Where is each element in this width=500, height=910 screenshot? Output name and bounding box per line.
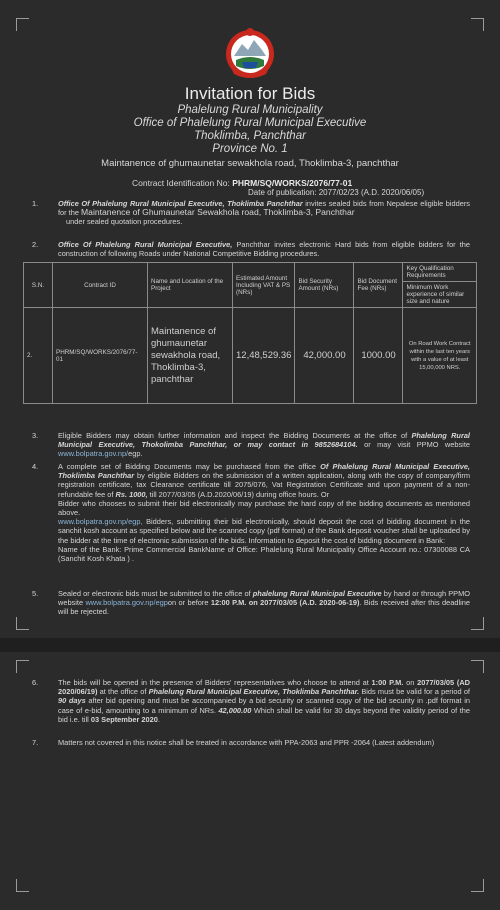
bid-table (23, 262, 477, 404)
publication-date: Date of publication: 2077/02/23 (A.D. 2020/06/05) (248, 188, 425, 197)
province: Province No. 1 (212, 143, 288, 155)
paragraph-7: Matters not covered in this notice shall be treated in accordance with PPA-2063 and PPR -2064 (Latest addendum) (58, 738, 435, 747)
crop-mark (471, 18, 484, 31)
text: Sealed or electronic bids must be submitted to the office of (58, 589, 253, 598)
location: Thoklimba, Panchthar (194, 130, 306, 142)
text: on or before (167, 598, 211, 608)
office-emphasis: phalelung Rural Municipal Executive (252, 589, 382, 598)
office-name-emphasis: Office Of Phalelung Rural Municipal Executive, (58, 240, 233, 249)
contract-number: PHRM/SQ/WORKS/2076/77-01 (232, 178, 353, 188)
text: The bids will be opened in the presence of Bidders' representatives who choose to attend at (58, 678, 372, 687)
paragraph-4 (58, 462, 470, 563)
cell-sn: 2. (24, 308, 53, 404)
column-header: Bid Security Amount (NRs) (295, 263, 354, 308)
text: Bidders, submitting their bid electronically, should deposit the cost of bidding document in the sanchit kosh account as specified below and the scanned copy (pdf format) of the Bank deposit voucher shall be uploaded by the bidder at the time of electronic submission of the bids. Information to deposit the cost of bidding document in Bank: (58, 517, 470, 545)
item-number: 2. (32, 240, 39, 249)
item-number: 4. (32, 462, 39, 471)
text: Bids must be valid for a period of (359, 687, 470, 697)
cell-contract-id: PHRM/SQ/WORKS/2076/77-01 (53, 308, 148, 404)
text: at the office of (97, 687, 149, 697)
project-name: Maintanence of Ghumaunetar Sewakhola road, Thoklimba-3, Panchthar (81, 207, 355, 218)
project-heading: Maintanence of ghumaunetar sewakhola road, Thoklimba-3, panchthar (101, 158, 399, 169)
security-amount: 42,000.00 (218, 705, 252, 715)
crop-mark (16, 617, 29, 630)
cell-security: 42,000.00 (295, 308, 354, 404)
office-emphasis: Phalelung Rural Municipal Executive, Thoklimba Panchthar. (148, 687, 360, 697)
ppmo-link[interactable]: www.bolpatra.gov.np/egp (85, 598, 168, 608)
column-header: S.N. (24, 263, 53, 308)
opening-date: 2077/03/05 (AD 2020/06/19) (58, 678, 470, 697)
paragraph-1 (58, 199, 470, 227)
text: Panchthar invites electronic Hard bids from eligible bidders for the construction of following Roads under National Competitive Bidding procedures. (58, 240, 471, 259)
paragraph-6 (58, 678, 470, 724)
deadline: 12:00 P.M. on 2077/03/05 (A.D. 2020-06-19) (210, 598, 360, 608)
column-header: Bid Document Fee (NRs) (354, 263, 403, 308)
validity-days: 90 days (58, 696, 86, 706)
text: by hand or through PPMO website (58, 589, 471, 608)
opening-time: 1:00 P.M. (371, 678, 404, 687)
text: or may visit PPMO website (357, 440, 470, 450)
crop-mark (471, 879, 484, 892)
municipality-name: Phalelung Rural Municipality (177, 104, 323, 116)
paragraph-2 (58, 240, 470, 258)
notice-page-1 (16, 18, 484, 630)
crop-mark (471, 660, 484, 673)
column-header: Key Qualification Requirements (403, 263, 477, 282)
contract-identification (132, 178, 352, 188)
ppmo-link[interactable]: www.bolpatra.gov.np/egp, (58, 517, 143, 527)
office-emphasis: Phalelung Rural Municipal Executive, Thokolimba Panchthar, or may contact in 9852684104. (58, 431, 470, 450)
nepal-government-emblem-icon (222, 24, 278, 80)
office-emphasis: Of Phalelung Rural Municipal Executive, Thoklimba Panchthar (58, 462, 470, 481)
text: Bidder who chooses to submit their bid electronically may purchase the hard copy of the bidding documents as mentioned above. (58, 498, 470, 518)
office-name-emphasis: Office Of Phalelung Rural Municipal Executive, Thoklimba Panchthar (58, 199, 303, 208)
text: till 2077/03/05 (A.D.2020/06/19) during office hours. Or (147, 489, 330, 499)
validity-until: 03 September 2020 (90, 714, 158, 724)
cell-experience: On Road Work Contract within the last ten years with a value of at least 15,00,000 NRS. (403, 308, 477, 404)
ppmo-link[interactable]: www.bolpatra.gov.np/ (58, 449, 129, 459)
text: . (157, 714, 160, 724)
text: on (403, 678, 418, 687)
paragraph-3 (58, 431, 470, 459)
text: egp. (128, 449, 143, 459)
crop-mark (16, 879, 29, 892)
column-header: Contract ID (53, 263, 148, 308)
table-header-row (24, 263, 477, 282)
column-header: Estimated Amount Including VAT & PS (NRs) (233, 263, 295, 308)
contract-label: Contract Identification No: (132, 178, 230, 188)
paragraph-5 (58, 589, 470, 617)
notice-page-2 (16, 660, 484, 892)
text: Which shall be valid for 30 days beyond the validity period of the bid i.e. till (58, 705, 470, 724)
column-header: Minimum Work experience of similar size and nature (403, 282, 477, 308)
crop-mark (16, 18, 29, 31)
office-name: Office of Phalelung Rural Municipal Executive (133, 117, 367, 129)
text: by eligible Bidders on the submission of a written application, along with the copy of company/firm registration certificate, tax Clearance certificate till 2075/076, Vat Registration Certificate and upon payment of a non-refundable fee of (58, 471, 470, 499)
table-row (24, 308, 477, 404)
crop-mark (16, 660, 29, 673)
page-title: Invitation for Bids (184, 84, 316, 103)
text: Eligible Bidders may obtain further information and inspect the Bidding Documents at the office of (58, 431, 412, 440)
fee-emphasis: Rs. 1000, (115, 489, 148, 499)
item-number: 6. (32, 678, 39, 687)
page-separator (0, 638, 500, 652)
text: invites sealed bids from Nepalese eligible bidders for the (58, 199, 471, 218)
item-number: 5. (32, 589, 39, 598)
item-number: 7. (32, 738, 39, 747)
text: . Bids received after this deadline will be rejected. (58, 598, 470, 617)
text: under sealed quotation procedures. (66, 217, 183, 227)
cell-estimate: 12,48,529.36 (233, 308, 295, 404)
text: A complete set of Bidding Documents may be purchased from the office (58, 462, 321, 471)
cell-project: Maintanence of ghumaunetar sewakhola road, Thoklimba-3, panchthar (148, 308, 233, 404)
column-header: Name and Location of the Project (148, 263, 233, 308)
item-number: 1. (32, 199, 39, 208)
bank-details: Name of the Bank: Prime Commercial BankName of Office: Phalelung Rural Municipality Office Account no.: 07300088 CA (Sanchit Kosh Khata ) . (58, 544, 470, 564)
crop-mark (471, 617, 484, 630)
item-number: 3. (32, 431, 39, 440)
text: after bid opening and must be accompanied by a bid security or scanned copy of the bid security in .pdf format in case of e-bid, amounting to a minimum of NRs. (58, 696, 470, 715)
cell-fee: 1000.00 (354, 308, 403, 404)
